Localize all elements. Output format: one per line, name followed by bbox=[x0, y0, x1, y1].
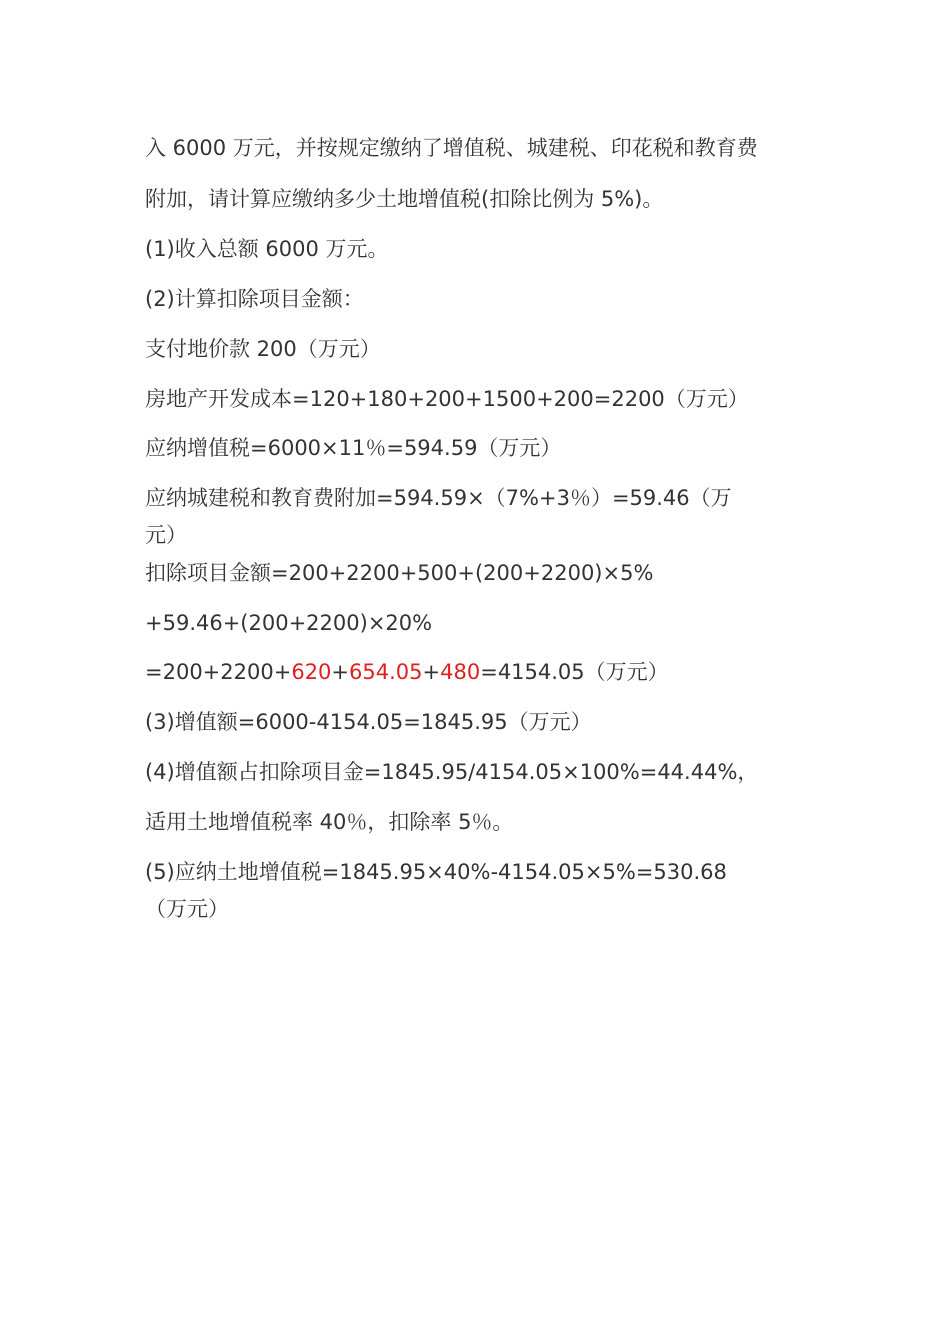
text-line-9: 元） bbox=[145, 523, 187, 547]
highlight-value-2: 654.05 bbox=[349, 660, 423, 684]
text-line-10: 扣除项目金额=200+2200+500+(200+2200)×5% bbox=[145, 561, 654, 585]
highlight-value-3: 480 bbox=[440, 660, 481, 684]
text-line-16: (5)应纳土地增值税=1845.95×40%-4154.05×5%=530.68 bbox=[145, 860, 727, 884]
text-line-7: 应纳增值税=6000×11％=594.59（万元） bbox=[145, 436, 562, 460]
text-line-3: (1)收入总额 6000 万元。 bbox=[145, 237, 389, 261]
sum-line bbox=[145, 659, 669, 685]
text-line-6: 房地产开发成本=120+180+200+1500+200=2200（万元） bbox=[145, 387, 749, 411]
sum-part-2: + bbox=[331, 660, 350, 684]
text-line-14: (4)增值额占扣除项目金=1845.95/4154.05×100%=44.44%， bbox=[145, 760, 759, 784]
text-line-5: 支付地价款 200（万元） bbox=[145, 337, 381, 361]
sum-part-1: =200+2200+ bbox=[145, 660, 292, 684]
text-line-2: 附加，请计算应缴纳多少土地增值税(扣除比例为 5%)。 bbox=[145, 187, 664, 211]
text-line-15: 适用土地增值税率 40％，扣除率 5％。 bbox=[145, 810, 514, 834]
text-line-8: 应纳城建税和教育费附加=594.59×（7%+3％）=59.46（万 bbox=[145, 486, 732, 510]
text-line-13: (3)增值额=6000-4154.05=1845.95（万元） bbox=[145, 710, 592, 734]
sum-part-4: =4154.05（万元） bbox=[480, 660, 669, 684]
highlight-value-1: 620 bbox=[291, 660, 332, 684]
text-line-11: +59.46+(200+2200)×20% bbox=[145, 611, 433, 635]
text-line-1: 入 6000 万元，并按规定缴纳了增值税、城建税、印花税和教育费 bbox=[145, 136, 758, 160]
text-line-4: (2)计算扣除项目金额： bbox=[145, 287, 364, 311]
sum-part-3: + bbox=[422, 660, 441, 684]
text-line-17: （万元） bbox=[145, 897, 229, 921]
